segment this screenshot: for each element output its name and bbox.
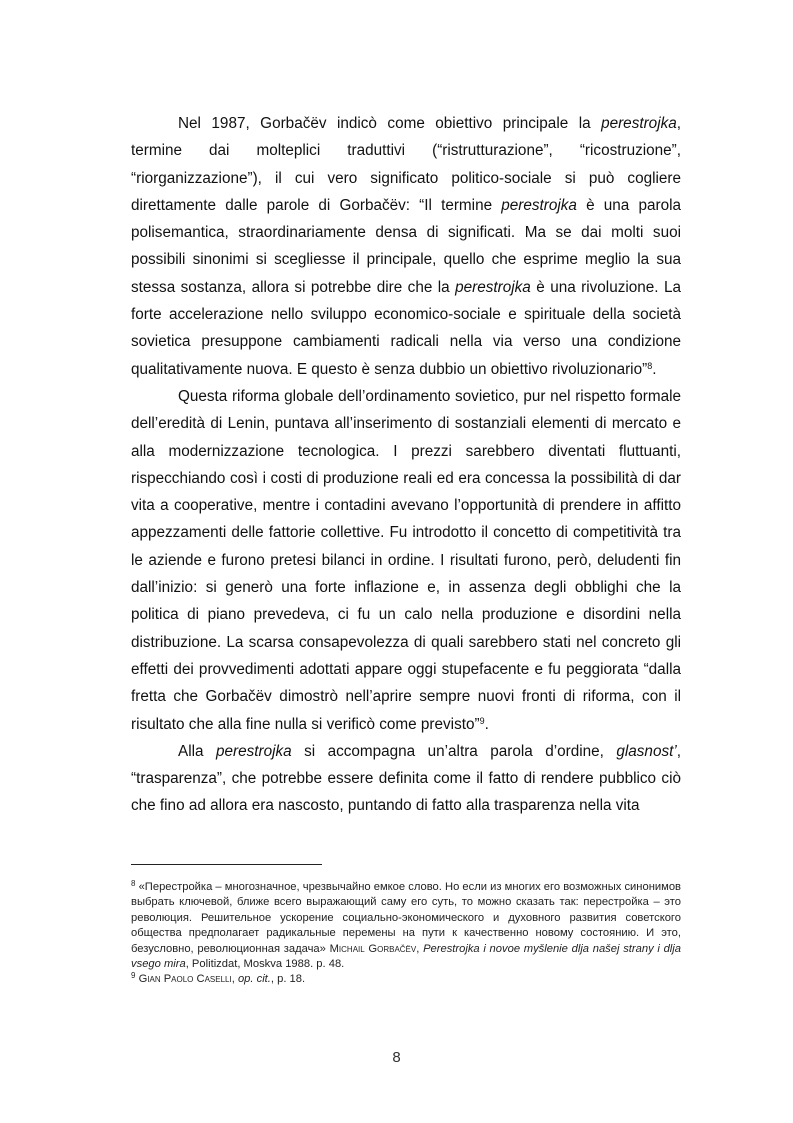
paragraph: Alla perestrojka si accompagna un’altra parola d’ordine, glasnost’, “trasparenza”, che potrebbe essere definita come il fatto di rendere pubblico ciò che fino ad allora era nascosto, puntando di fatto alla trasparenza nella vita: [131, 742, 681, 815]
footnote-reference[interactable]: 9: [479, 715, 485, 726]
paragraph: Nel 1987, Gorbačëv indicò come obiettivo principale la perestrojka, termine dai molteplici traduttivi (“ristrutturazione”, “ricostruzione”, “riorganizzazione”), il cui vero significato politico-sociale si può cogliere direttamente dalle parole di Gorbačëv: “Il termine perestrojka è una parola polisemantica, straordinariamente densa di significati. Ma se dai molti suoi possibili sinonimi si scegliesse il principale, quello che esprime meglio la sua stessa sostanza, allora si potrebbe dire che la perestrojka è una rivoluzione. La forte accelerazione nello sviluppo economico-sociale e spirituale della società sovietica presuppone cambiamenti radicali nella via verso una condizione qualitativamente nuova. E questo è senza dubbio un obiettivo rivoluzionario”$^8$.: [131, 115, 681, 378]
footnote-8: $^8$ «Перестройка – многозначное, чрезвычайно емкое слово. Но если из многих его возможных синонимов выбрать ключевой, ближе всего выражающий саму его суть, то можно сказать так: перестройка – это революция. Решительное ускорение социально-экономического и духовного развития советского общества предполагает радикальные перемены на пути к качественно новому состоянию. И это, безусловно, революционная задача» Michail Gorbačëv, Perestrojka i novoe myšlenie dlja našej strany i dlja vsego mira, Politizdat, Moskva 1988. p. 48.: [131, 879, 681, 971]
footnote-title: Perestrojka i novoe myšlenie dlja našej strany i dlja vsego mira: [131, 942, 681, 971]
footnotes: [131, 880, 681, 988]
footnote-reference[interactable]: 8: [647, 360, 653, 371]
main-text: [131, 110, 681, 820]
page-number: 8: [392, 1049, 401, 1066]
footnote-author: Michail Gorbačëv: [329, 942, 417, 955]
footnote-9: $^9$ Gian Paolo Caselli, op. cit., p. 18.: [131, 971, 306, 986]
paragraph: Questa riforma globale dell’ordinamento sovietico, pur nel rispetto formale dell’eredità di Lenin, puntava all’inserimento di sostanziali elementi di mercato e alla modernizzazione tecnologica. I prezzi sarebbero diventati fluttuanti, rispecchiando così i costi di produzione reali ed era concessa la possibilità di dar vita a cooperative, mentre i contadini avevano l’opportunità di prendere in affitto appezzamenti delle fattorie collettive. Fu introdotto il concetto di competitività tra le aziende e furono pretesi bilanci in ordine. I risultati furono, però, deludenti fin dall’inizio: si generò una forte inflazione e, in assenza degli obblighi che la politica di piano prevedeva, ci fu un calo nella produzione e disordini nella distribuzione. La scarsa consapevolezza di quali sarebbero stati nel concreto gli effetti dei provvedimenti adottati appare oggi stupefacente e fu peggiorata “dalla fretta che Gorbačëv dimostrò nell’aprire sempre nuovi fronti di riforma, con il risultato che alla fine nulla si verificò come previsto”$^9$.: [131, 387, 681, 733]
footnote-author: Gian Paolo Caselli: [138, 973, 232, 986]
footnote-separator: [131, 864, 322, 865]
